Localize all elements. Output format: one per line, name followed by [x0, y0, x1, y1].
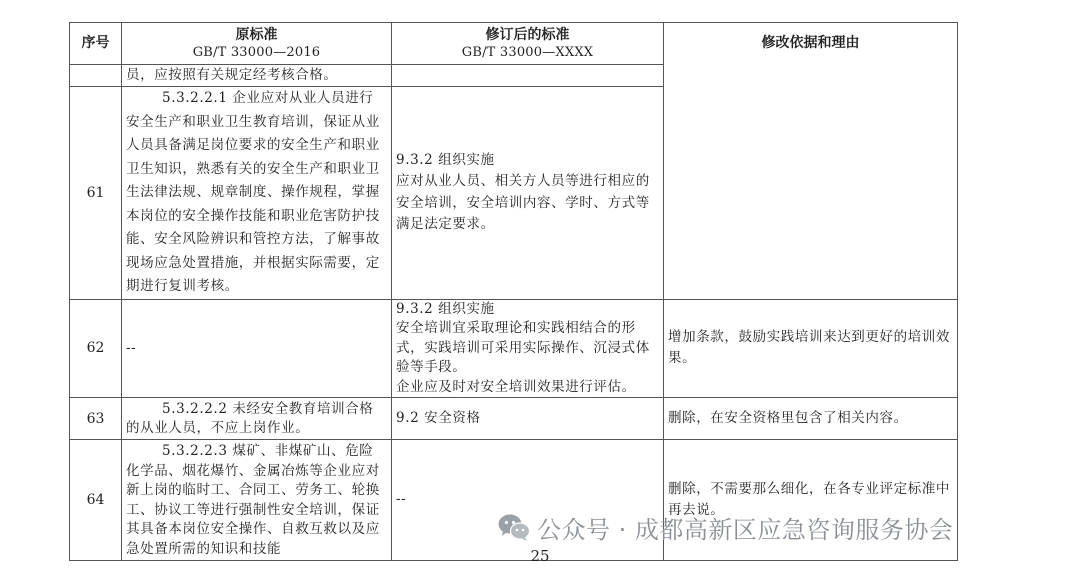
table-row	[70, 299, 958, 398]
table-row	[70, 398, 958, 440]
header-revised-code: GB/T 33000—XXXX	[461, 44, 594, 60]
row-61-original: 5.3.2.2.1 企业应对从业人员进行安全生产和职业卫生教育培训，保证从业人员具备满足岗位要求的安全生产和职业卫生知识，熟悉有关的安全生产和职业卫生法律法规、规章制度、操作规程，掌握本岗位的安全操作技能和职业危害防护技能、安全风险辨识和管控方法，了解事故现场应急处置措施，并根据实际需要，定期进行复训考核。	[122, 87, 392, 300]
table-header-row	[70, 23, 958, 65]
watermark	[497, 512, 953, 542]
header-revised-title: 修订后的标准	[485, 26, 570, 43]
header-original-code: GB/T 33000—2016	[192, 44, 321, 60]
revision-comparison-table	[69, 22, 958, 561]
row-63-original: 5.3.2.2.2 未经安全教育培训合格的从业人员，不应上岗作业。	[122, 398, 392, 440]
row-61-num: 61	[70, 87, 122, 300]
row-62-original: --	[122, 299, 392, 398]
row-62-num: 62	[70, 299, 122, 398]
row-63-revised: 9.2 安全资格	[392, 398, 664, 440]
row-continuation-num	[70, 65, 122, 87]
row-64-original: 5.3.2.2.3 煤矿、非煤矿山、危险化学品、烟花爆竹、金属冶炼等企业应对新上岗的临时工、合同工、劳务工、轮换工、协议工等进行强制性安全培训，保证其具备本岗位安全操作、自救互救以及应急处置所需的知识和技能	[122, 440, 392, 561]
row-64-revised: --	[392, 440, 664, 561]
row-61-revised: 9.3.2 组织实施 应对从业人员、相关方人员等进行相应的安全培训，安全培训内容、学时、方式等满足法定要求。	[392, 87, 664, 300]
page-number: 25	[530, 547, 550, 565]
row-64-reason: 删除，不需要那么细化，在各专业评定标准中再去说。	[664, 440, 958, 561]
row-64-num: 64	[70, 440, 122, 561]
header-revised	[392, 23, 664, 65]
header-original-title: 原标准	[235, 26, 278, 43]
row-62-revised: 9.3.2 组织实施 安全培训宜采取理论和实践相结合的形式，实践培训可采用实际操作、沉浸式体验等手段。 企业应及时对安全培训效果进行评估。	[392, 299, 664, 398]
header-original	[122, 23, 392, 65]
row-continuation-revised	[392, 65, 664, 87]
watermark-text: 公众号 · 成都高新区应急咨询服务协会	[537, 515, 954, 544]
header-seq: 序号	[70, 23, 122, 65]
row-62-reason: 增加条款，鼓励实践培训来达到更好的培训效果。	[664, 299, 958, 398]
header-reason: 修改依据和理由	[664, 23, 958, 300]
row-continuation-original: 员，应按照有关规定经考核合格。	[122, 65, 392, 87]
wechat-icon	[497, 512, 531, 542]
row-63-reason: 删除，在安全资格里包含了相关内容。	[664, 398, 958, 440]
row-63-num: 63	[70, 398, 122, 440]
